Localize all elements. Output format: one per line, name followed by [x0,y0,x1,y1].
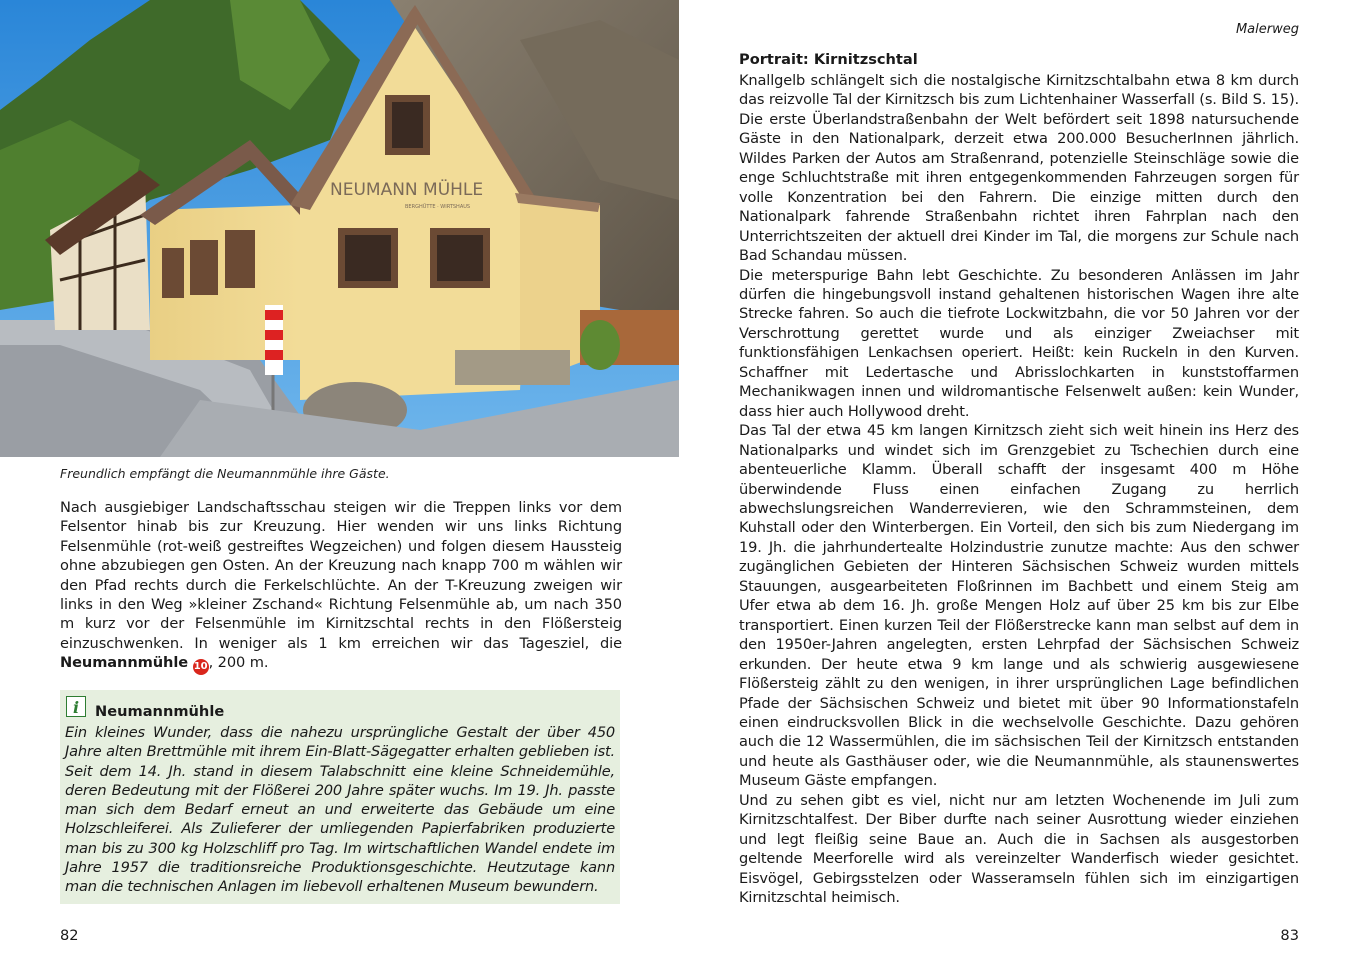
info-box-title: Neumannmühle [95,703,225,720]
info-box [60,690,620,904]
page-number-left: 82 [60,927,79,944]
left-page [0,0,679,969]
paragraph: Das Tal der etwa 45 km langen Kirnitzsch zieht sich weit hinein ins Herz des Nationalparks und windet sich im Grenzgebiet zu Tschechien durch eine abenteuerliche Klamm. Überall schafft der insgesamt 400 m Höhe überwindende Fluss einen einfachen Zugang zu herrlich abwechslungsreichen Wanderrevieren, wie den Schrammsteinen, dem Kuhstall oder den Winterbergen. Ein Vorteil, den sich bis zum Niedergang im 19. Jh. die jahrhundertealte Holzindustrie zunutze machte: Aus den schwer zugänglichen Gebieten der Hinteren Sächsischen Schweiz wurden mittels Stauungen, ausgearbeiteten Floßrinnen im Bachbett und einem Steig am Ufer etwa ab dem 16. Jh. große Mengen Holz auf über 25 km bis zur Elbe transportiert. Einen kurzen Teil der Flößerstrecke kann man selbst auf dem in den 1950er-Jahren angelegten, ersten Lehrpfad der Sächsischen Schweiz erkunden. Der heute etwa 9 km lange und als schwierig ausgewiesene Flößersteig zählt zu den wenigen, in ihrer ursprünglichen Lage befindlichen Pfade der Sächsischen Schweiz und bietet mit über 90 Informationstafeln einen eindrucksvollen Blick in die wechselvolle Geschichte. Dazu gehören auch die 12 Wassermühlen, die im sächsischen Teil der Kirnitzsch entstanden und heute als Gasthäuser oder, wie die Neumannmühle, als staunenswertes Museum Gäste empfangen. [739,422,1299,790]
photo-sign-subtext: BERGHÜTTE · WIRTSHAUS [405,204,471,210]
route-description-text: Nach ausgiebiger Landschaftsschau steigen wir die Treppen links vor dem Felsentor hinab bis zur Kreuzung. Hier wenden wir uns links Richtung Felsenmühle (rot-weiß gestreiftes Wegzeichen) und folgen diesem Haussteig ohne abzubiegen gen Osten. An der Kreuzung nach knapp 700 m wählen wir den Pfad rechts durch die Ferkelschlüchte. An der T-Kreuzung zweigen wir links in den Weg »kleiner Zschand« Richtung Felsenmühle ab, um nach 350 m kurz vor der Felsenmühle im Kirnitzschtal rechts in den Flößersteig einzuschwenken. In weniger als 1 km erreichen wir das Tagesziel, die [60,499,622,652]
waypoint-marker: 10 [193,659,209,675]
photo-caption: Freundlich empfängt die Neumannmühle ihre Gäste. [60,466,390,481]
paragraph: Knallgelb schlängelt sich die nostalgische Kirnitzschtalbahn etwa 8 km durch das reizvolle Tal der Kirnitzsch bis zum Lichtenhainer Wasserfall (s. Bild S. 15). Die erste Überlandstraßenbahn der Welt befördert seit 1898 natursuchende Gäste in den Nationalpark, derzeit etwa 200.000 BesucherInnen jährlich. Wildes Parken der Autos am Straßenrand, potenzielle Steinschläge sowie die enge Schluchtstraße mit ihren entgegenkommenden Fahrzeugen sorgen für volle Konzentration bei den Fahrern. Die einzige mitten durch den Nationalpark fahrende Straßenbahn richtet ihren Fahrplan nach den Unterrichtszeiten der aktuell drei Kinder im Tal, die morgens zur Schule nach Bad Schandau müssen. [739,72,1299,265]
portrait-text [739,71,1299,907]
photo-sign-text: NEUMANN MÜHLE [330,180,484,200]
paragraph: Und zu sehen gibt es viel, nicht nur am letzten Wochenende im Juli zum Kirnitzschtalfest. Der Biber durfte nach seiner Ausrottung wieder einziehen und legt fleißig seine Baue an. Auch die in Sachsen als ausgestorben geltende Meerforelle wird als vereinzelter Wanderfisch wieder gesichtet. Eisvögel, Gebirgsstelzen oder Wasseramseln fühlen sich im einzigartigen Kirnitzschtal heimisch. [739,791,1299,907]
info-box-text: Ein kleines Wunder, dass die nahezu ursprüngliche Gestalt der über 450 Jahre alten Brettmühle mit ihrem Ein-Blatt-Sägegatter erhalten geblieben ist. Seit dem 14. Jh. stand in diesem Talabschnitt eine kleine Schneidemühle, deren Bedeutung mit der Flößerei 200 Jahre später wuchs. Im 19. Jh. passte man sich dem Bedarf erneut an und erweiterte das Gebäude um eine Holzschleiferei. Als Zulieferer der umliegenden Papierfabriken produzierte man bis zu 300 kg Holzschliff pro Tag. Im wirtschaftlichen Wandel endete im Jahre 1957 die traditionsreiche Produktionsgeschichte. Heutzutage kann man die technischen Anlagen im liebevoll erhaltenen Museum bewundern. [65,724,615,896]
portrait-title: Portrait: Kirnitzschtal [739,51,918,68]
photo-illustration [0,0,679,457]
route-description [60,498,622,675]
route-description-tail: , 200 m. [208,654,269,672]
page-number-right: 83 [1280,927,1299,944]
paragraph: Die meterspurige Bahn lebt Geschichte. Zu besonderen Anlässen im Jahr dürfen die hingebungsvoll instand gehaltenen historischen Wagen ihre alte Strecke fahren. So auch die tiefrote Lockwitzbahn, die vor 50 Jahren vor der Verschrottung gerettet wurde und als einziger Zweiachser mit funktionsfähigen Lenkachsen operiert. Heißt: kein Ruckeln in den Kurven. Schaffner mit Ledertasche und Abrisslochkarten in kunststoffarmen Mechanikwagen innen und wildromantische Felsenwelt außen: kein Wunder, dass hier auch Hollywood dreht. [739,266,1299,420]
right-page [679,0,1359,969]
destination-name: Neumannmühle [60,654,189,672]
info-icon: i [66,696,86,717]
running-head: Malerweg [1235,22,1299,37]
neumannmuehle-photo [0,0,679,457]
